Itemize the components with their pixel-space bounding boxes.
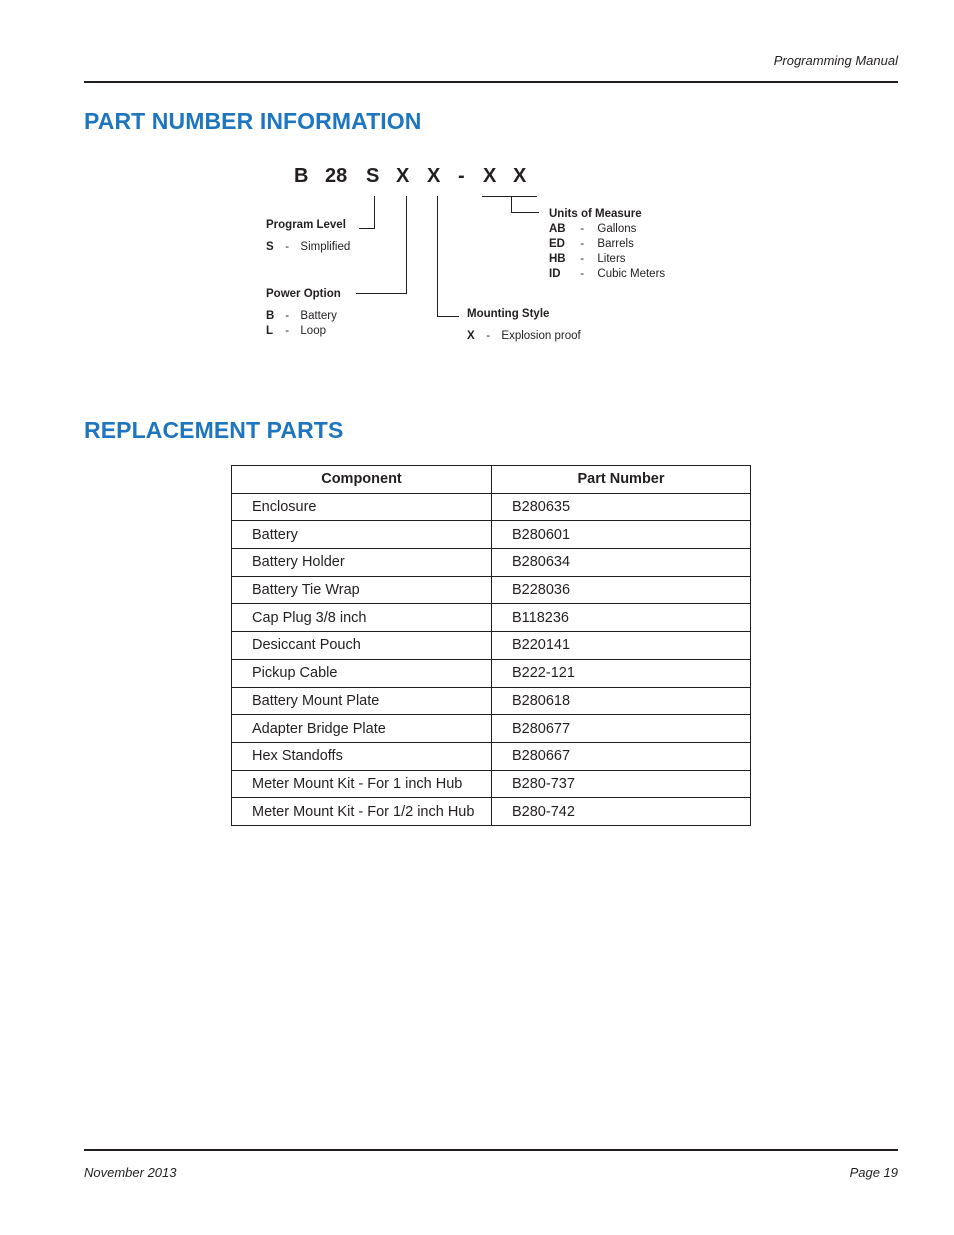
component-cell: Enclosure [232,493,492,521]
part-number-diagram [0,0,954,400]
program-level-option [266,241,350,253]
power-option-item [266,325,326,337]
connector-program-level-vertical [374,196,375,228]
option-label: Cubic Meters [597,268,666,280]
connector-power-option-horizontal [356,293,407,294]
connector-units-horizontal [511,212,539,213]
option-code: S [266,241,274,253]
component-cell: Meter Mount Kit - For 1 inch Hub [232,770,492,798]
option-dash: - [580,268,585,280]
mounting-style-title: Mounting Style [467,308,550,320]
table-header-row [232,466,751,494]
table-row [232,576,751,604]
part-number-cell: B280677 [492,715,751,743]
option-code: X [467,330,475,342]
connector-program-level-horizontal [359,228,375,229]
option-code: ID [549,268,561,280]
option-dash: - [580,223,585,235]
power-option-title: Power Option [266,288,341,300]
component-cell: Battery Holder [232,549,492,577]
option-code: AB [549,223,566,235]
units-option [549,253,626,265]
option-label: Simplified [300,241,351,253]
component-cell: Adapter Bridge Plate [232,715,492,743]
option-code: L [266,325,274,337]
option-dash: - [580,253,585,265]
part-number-cell: B280-737 [492,770,751,798]
pn-char-separator: - [458,165,465,187]
option-code: B [266,310,275,322]
units-option [549,223,636,235]
footer-rule [84,1149,898,1151]
component-cell: Battery Tie Wrap [232,576,492,604]
option-code: HB [549,253,566,265]
pn-char-units-1: X [483,165,497,187]
option-label: Barrels [597,238,634,250]
table-row [232,742,751,770]
table-row [232,604,751,632]
document-title: Programming Manual [773,53,898,68]
pn-char-b: B [294,165,309,187]
column-header-part-number: Part Number [492,466,751,494]
part-number-cell: B280635 [492,493,751,521]
option-dash: - [285,310,290,322]
replacement-parts-section-title: REPLACEMENT PARTS [84,417,344,443]
part-number-cell: B228036 [492,576,751,604]
option-dash: - [580,238,585,250]
table-row [232,715,751,743]
table-body [232,493,751,825]
replacement-parts-table [231,465,751,826]
option-label: Battery [300,310,337,322]
table-row [232,687,751,715]
table-row [232,493,751,521]
mounting-style-option [467,330,581,342]
connector-mounting-style-horizontal [437,316,459,317]
part-number-cell: B280601 [492,521,751,549]
part-number-cell: B280618 [492,687,751,715]
option-label: Liters [597,253,626,265]
power-option-item [266,310,337,322]
part-number-cell: B118236 [492,604,751,632]
component-cell: Desiccant Pouch [232,632,492,660]
pn-char-28: 28 [325,165,348,187]
option-label: Explosion proof [501,330,581,342]
component-cell: Battery Mount Plate [232,687,492,715]
connector-units-bracket [482,196,537,197]
units-of-measure-title: Units of Measure [549,208,642,220]
option-dash: - [285,241,290,253]
option-dash: - [486,330,491,342]
component-cell: Pickup Cable [232,659,492,687]
part-number-cell: B222-121 [492,659,751,687]
component-cell: Cap Plug 3/8 inch [232,604,492,632]
table-row [232,770,751,798]
table-row [232,632,751,660]
units-option [549,238,634,250]
pn-char-power-option: X [396,165,410,187]
part-number-cell: B280-742 [492,798,751,826]
footer-page-number: Page 19 [849,1165,898,1180]
part-number-cell: B280634 [492,549,751,577]
table-row [232,659,751,687]
part-number-section-title: PART NUMBER INFORMATION [84,108,422,134]
pn-char-mounting-style: X [427,165,441,187]
column-header-component: Component [232,466,492,494]
component-cell: Meter Mount Kit - For 1/2 inch Hub [232,798,492,826]
component-cell: Hex Standoffs [232,742,492,770]
part-number-cell: B280667 [492,742,751,770]
table-row [232,549,751,577]
pn-char-program-level: S [366,165,380,187]
option-dash: - [285,325,290,337]
component-cell: Battery [232,521,492,549]
units-option [549,268,665,280]
connector-units-vertical [511,196,512,213]
table-row [232,798,751,826]
option-label: Gallons [597,223,637,235]
pn-char-units-2: X [513,165,527,187]
part-number-cell: B220141 [492,632,751,660]
table-row [232,521,751,549]
option-label: Loop [300,325,326,337]
connector-power-option-vertical [406,196,407,293]
option-code: ED [549,238,565,250]
connector-mounting-style-vertical [437,196,438,317]
program-level-title: Program Level [266,219,346,231]
footer-date: November 2013 [84,1165,177,1180]
